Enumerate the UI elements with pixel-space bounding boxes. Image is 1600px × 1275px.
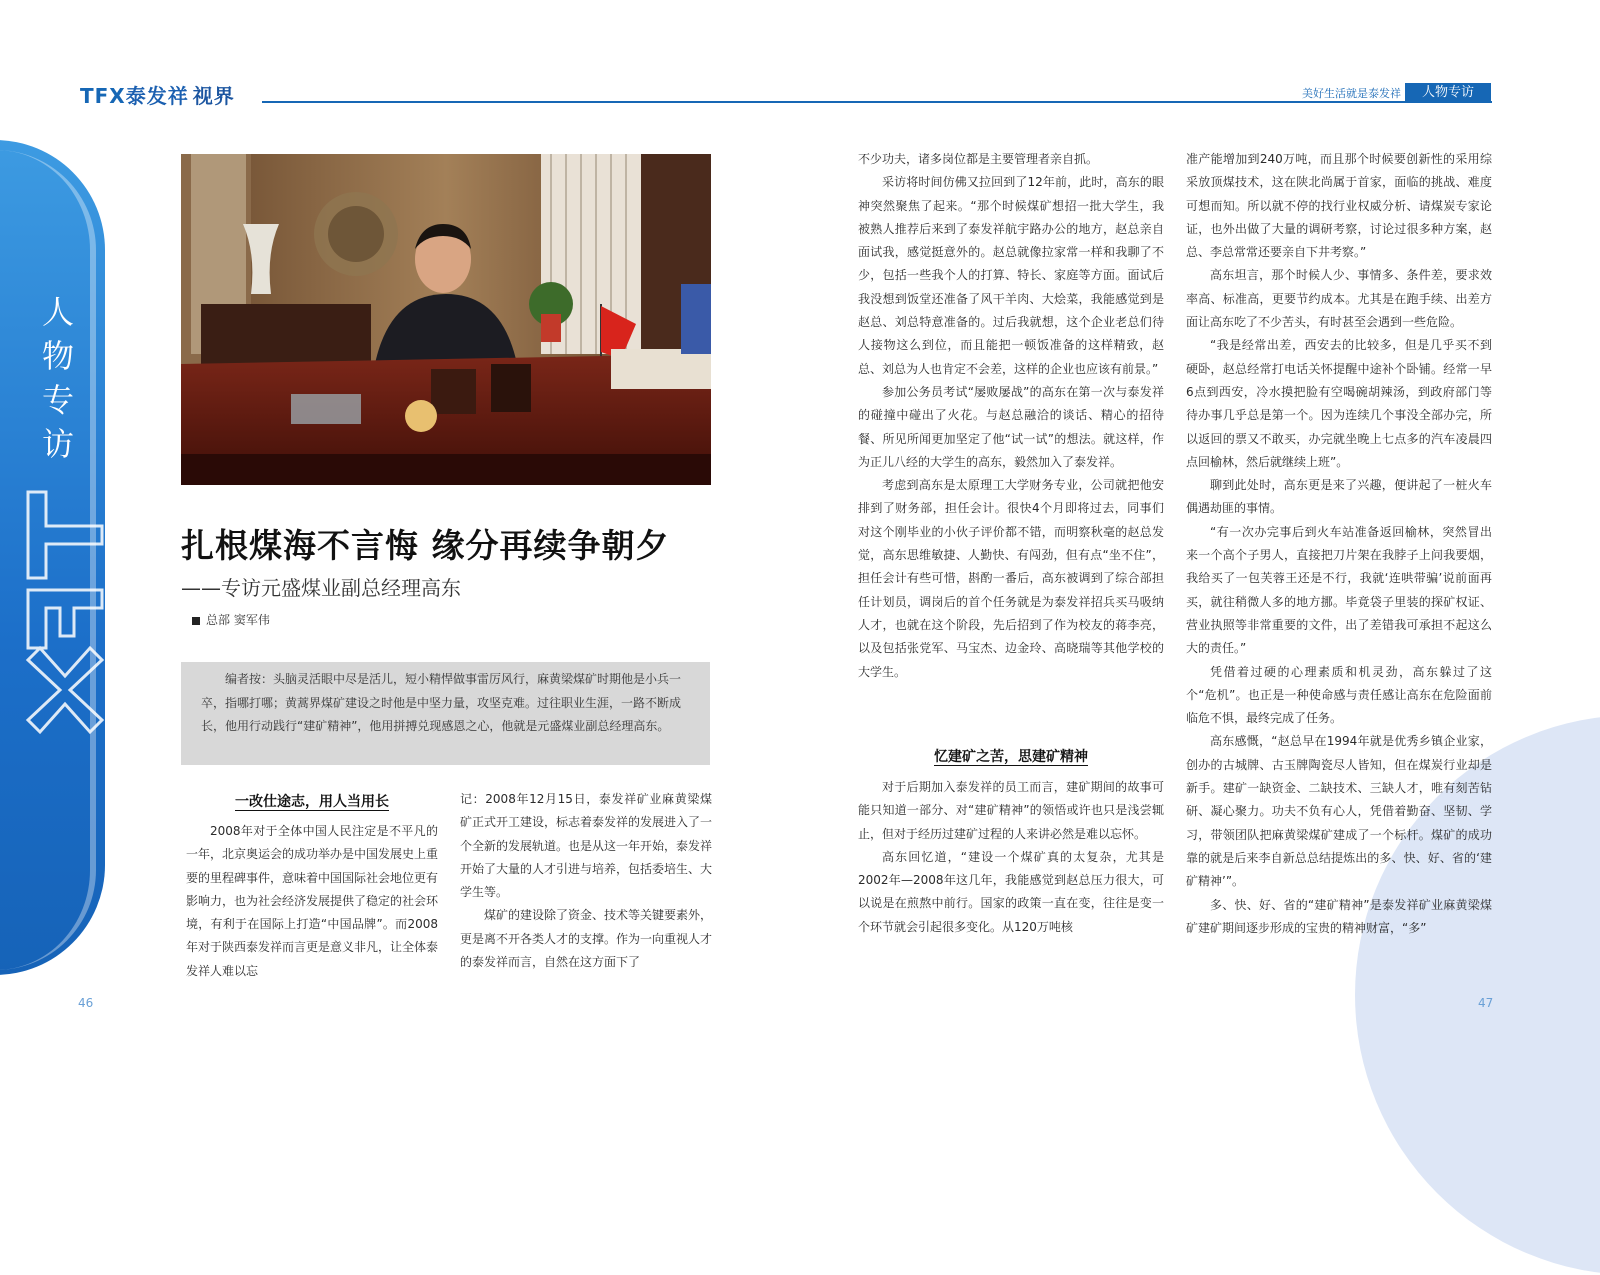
author-bullet-icon [192,617,200,625]
paragraph: 对于后期加入泰发祥的员工而言，建矿期间的故事可能只知道一部分、对“建矿精神”的领悟或许也只是浅尝辄止，但对于经历过建矿过程的人来讲必然是难以忘怀。 [858,780,1164,841]
right-column-1 [858,148,1164,684]
paragraph: 聊到此处时，高东更是来了兴趣，便讲起了一桩火车偶遇劫匪的事情。 [1186,478,1492,516]
paragraph: 采访将时间仿佛又拉回到了12年前，此时，高东的眼神突然聚焦了起来。“那个时候煤矿想招一批大学生，我被熟人推荐后来到了泰发祥航宇路办公的地方，赵总亲自面试我，感觉挺意外的。赵总就像拉家常一样和我聊了不少，包括一些我个人的打算、特长、家庭等方面。面试后我没想到饭堂还准备了风干羊肉、大烩菜，我能感觉到是赵总、刘总特意准备的。过后我就想，这个企业老总们待人接物这么到位，而且能把一顿饭准备的这样精致，赵总、刘总为人也肯定不会差，这样的企业也应该有前景。” [858,175,1164,376]
paragraph: 凭借着过硬的心理素质和机灵劲，高东躲过了这个“危机”。也正是一种使命感与责任感让高东在危险面前临危不惧，最终完成了任务。 [1186,664,1492,726]
section-heading-1: 一改仕途志，用人当用长 [235,794,389,810]
header-rule [262,101,1492,103]
article-photo [181,154,711,485]
paragraph: 高东坦言，那个时候人少、事情多、条件差，要求效率高、标准高，更要节约成本。尤其是在跑手续、出差方面让高东吃了不少苦头，有时甚至会遇到一些危险。 [1186,268,1492,330]
magazine-logo [80,80,235,109]
paragraph: 高东回忆道，“建设一个煤矿真的太复杂，尤其是2002年—2008年这几年，我能感觉到赵总压力很大，可以说是在煎熬中前行。国家的政策一直在变，往往是变一个环节就会引起很多变化。从120万吨核 [858,849,1164,934]
logo-tfx: TFX [80,84,126,108]
paragraph: 准产能增加到240万吨，而且那个时候要创新性的采用综采放顶煤技术，这在陕北尚属于首家，面临的挑战、难度可想而知。所以就不停的找行业权威分析、请煤炭专家论证，也外出做了大量的调研考察，讨论过很多种方案，赵总、李总常常还要亲自下井考察。” [1186,152,1492,260]
left-column-1 [186,820,438,983]
paragraph: “我是经常出差，西安去的比较多，但是几乎买不到硬卧，赵总经常打电话关怀提醒中途补个卧铺。经常一早6点到西安，冷水摸把脸有空喝碗胡辣汤，到政府部门等待办事几乎总是第一个。因为连续几个事没全部办完，所以返回的票又不敢买，办完就坐晚上七点多的汽车凌晨四点回榆林，然后就继续上班”。 [1186,338,1492,469]
right-column-2 [1186,148,1492,940]
page-number-right: 47 [1478,996,1494,1010]
paragraph: 煤矿的建设除了资金、技术等关键要素外，更是离不开各类人才的支撑。作为一向重视人才的泰发祥而言，自然在这方面下了 [460,908,713,970]
logo-brand: 泰发祥 [125,84,189,108]
article-title: 扎根煤海不言悔 缘分再续争朝夕 [181,526,670,565]
side-vertical-title: 人物专访 [41,293,74,463]
paragraph: 记：2008年12月15日，泰发祥矿业麻黄梁煤矿正式开工建设，标志着泰发祥的发展进入了一个全新的发展轨道。也是从这一年开始，泰发祥开始了大量的人才引进与培养，包括委培生、大学生等。 [460,792,713,900]
side-tfx-label: TFX [65,738,67,739]
paragraph: 参加公务员考试“屡败屡战”的高东在第一次与泰发祥的碰撞中碰出了火花。与赵总融洽的谈话、精心的招待餐、所见所闻更加坚定了他“试一试”的想法。就这样，作为正儿八经的大学生的高东，毅然加入了泰发祥。 [858,384,1164,469]
paragraph: 多、快、好、省的“建矿精神”是泰发祥矿业麻黄梁煤矿建矿期间逐步形成的宝贵的精神财富，“多” [1186,897,1492,935]
page-number-left: 46 [78,996,94,1010]
paragraph: 高东感慨，“赵总早在1994年就是优秀乡镇企业家，创办的古城牌、古玉牌陶瓷尽人皆知，但在煤炭行业却是新手。建矿一缺资金、二缺技术、三缺人才，唯有刻苦钻研、凝心聚力。功夫不负有心人，凭借着勤奋、坚韧、学习，带领团队把麻黄梁煤矿建成了一个标杆。煤矿的成功靠的就是后来李自新总总结提炼出的多、快、好、省的‘建矿精神’”。 [1186,734,1492,889]
article-author [192,611,270,628]
paragraph: 不少功夫，诸多岗位都是主要管理者亲自抓。 [858,152,1099,166]
right-column-1-lower [858,776,1164,939]
header-slogan: 美好生活就是泰发祥 [1302,87,1401,100]
logo-view: 视界 [192,84,235,108]
paragraph: 考虑到高东是太原理工大学财务专业，公司就把他安排到了财务部，担任会计。很快4个月即将过去，同事们对这个刚毕业的小伙子评价都不错，而明察秋毫的赵总发觉，高东思维敏捷、人勤快、有闯劲，但有点“坐不住”，担任会计有些可惜，斟酌一番后，高东被调到了综合部担任计划员，调岗后的首个任务就是为泰发祥招兵买马吸纳人才，也就在这个阶段，先后招到了作为校友的蒋李亮，以及包括张党军、马宝杰、边金玲、高晓瑞等其他学校的大学生。 [858,478,1164,679]
section-heading-2: 忆建矿之苦，思建矿精神 [934,749,1088,765]
paragraph: “有一次办完事后到火车站准备返回榆林，突然冒出来一个高个子男人，直接把刀片架在我脖子上问我要烟，我给买了一包芙蓉王还是不行，我就‘连哄带骗’说前面再买，就往稍微人多的地方挪。毕竟袋子里装的探矿权证、营业执照等非常重要的文件，出了差错我可承担不起这么大的责任。” [1186,524,1492,656]
section-tag: 人物专访 [1405,83,1491,102]
side-tfx-outline [20,490,110,740]
article-subtitle: ——专访元盛煤业副总经理高东 [181,576,461,600]
editor-note-text: 编者按：头脑灵活眼中尽是活儿，短小精悍做事雷厉风行，麻黄梁煤矿时期他是小兵一卒，指哪打哪；黄蒿界煤矿建设之时他是中坚力量，攻坚克难。过往职业生涯，一路不断成长，他用行动践行“建矿精神”，他用拼搏兑现感恩之心，他就是元盛煤业副总经理高东。 [201,672,682,733]
paragraph: 2008年对于全体中国人民注定是不平凡的一年，北京奥运会的成功举办是中国发展史上重要的里程碑事件，意味着中国国际社会地位更有影响力，也为社会经济发展提供了稳定的社会环境，有利于在国际上打造“中国品牌”。而2008年对于陕西泰发祥而言更是意义非凡，让全体泰发祥人难以忘 [186,824,439,978]
author-name: 总部 窦军伟 [206,613,270,627]
left-column-2 [460,788,712,974]
